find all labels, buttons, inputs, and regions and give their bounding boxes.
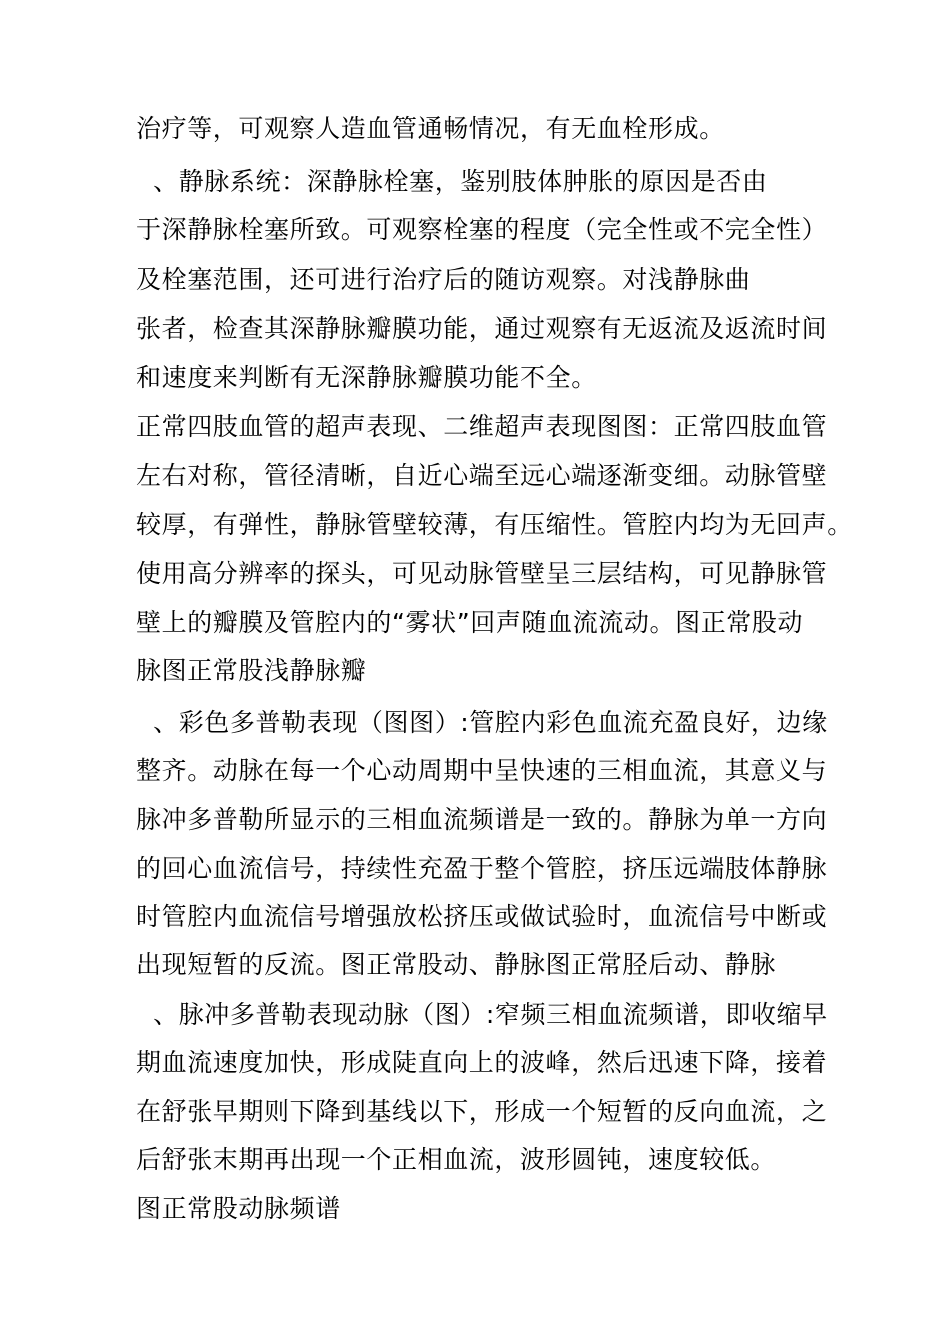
- text-line: 图正常股动脉频谱: [136, 1194, 341, 1223]
- text-line: 左右对称，管径清晰，自近心端至远心端逐渐变细。动脉管壁: [136, 461, 828, 490]
- text-line: 整齐。动脉在每一个心动周期中呈快速的三相血流，其意义与: [136, 756, 828, 785]
- text-line: 及栓塞范围，还可进行治疗后的随访观察。对浅静脉曲: [136, 265, 751, 294]
- text-line: 张者，检查其深静脉瓣膜功能，通过观察有无返流及返流时间: [136, 314, 828, 343]
- text-line: 后舒张末期再出现一个正相血流，波形圆钝，速度较低。: [136, 1145, 777, 1174]
- text-line: 正常四肢血管的超声表现、二维超声表现图图：正常四肢血管: [136, 412, 828, 441]
- text-line: 和速度来判断有无深静脉瓣膜功能不全。: [136, 363, 597, 392]
- text-line: 脉冲多普勒所显示的三相血流频谱是一致的。静脉为单一方向: [136, 805, 828, 834]
- text-line: 、脉冲多普勒表现动脉（图）:窄频三相血流频谱，即收缩早: [136, 1000, 828, 1029]
- text-line: 使用高分辨率的探头，可见动脉管壁呈三层结构，可见静脉管: [136, 559, 828, 588]
- text-line: 脉图正常股浅静脉瓣: [136, 656, 367, 685]
- text-line: 治疗等，可观察人造血管通畅情况，有无血栓形成。: [136, 114, 725, 143]
- text-line: 、静脉系统：深静脉栓塞，鉴别肢体肿胀的原因是否由: [136, 167, 768, 196]
- text-line: 的回心血流信号，持续性充盈于整个管腔，挤压远端肢体静脉: [136, 854, 828, 883]
- text-line: 在舒张早期则下降到基线以下，形成一个短暂的反向血流，之: [136, 1097, 828, 1126]
- text-line: 于深静脉栓塞所致。可观察栓塞的程度（完全性或不完全性）: [136, 215, 828, 244]
- text-line: 壁上的瓣膜及管腔内的“雾状”回声随血流流动。图正常股动: [136, 608, 804, 637]
- text-line: 期血流速度加快，形成陡直向上的波峰，然后迅速下降，接着: [136, 1048, 828, 1077]
- text-line: 较厚，有弹性，静脉管壁较薄，有压缩性。管腔内均为无回声。: [136, 510, 853, 539]
- text-line: 出现短暂的反流。图正常股动、静脉图正常胫后动、静脉: [136, 950, 777, 979]
- text-line: 、彩色多普勒表现（图图）:管腔内彩色血流充盈良好，边缘: [136, 708, 828, 737]
- text-line: 时管腔内血流信号增强放松挤压或做试验时，血流信号中断或: [136, 902, 828, 931]
